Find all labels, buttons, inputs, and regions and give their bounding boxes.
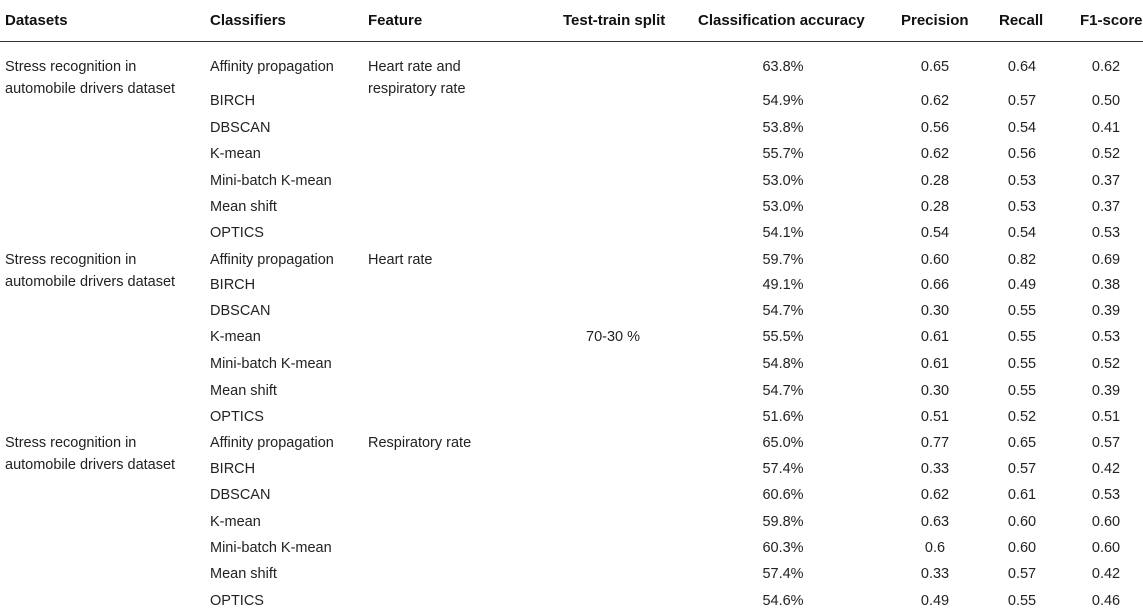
precision-cell: 0.49 xyxy=(920,593,950,609)
recall-cell: 0.55 xyxy=(1007,329,1037,345)
feature-line: Heart rate and xyxy=(368,59,461,75)
f1-cell: 0.69 xyxy=(1091,252,1121,268)
accuracy-cell: 63.8% xyxy=(762,59,804,75)
classifier-cell: Mean shift xyxy=(210,383,277,399)
recall-cell: 0.53 xyxy=(1007,173,1037,189)
recall-cell: 0.60 xyxy=(1007,514,1037,530)
header-feature: Feature xyxy=(368,12,423,29)
precision-cell: 0.62 xyxy=(920,146,950,162)
precision-cell: 0.28 xyxy=(920,199,950,215)
precision-cell: 0.30 xyxy=(920,303,950,319)
recall-cell: 0.65 xyxy=(1007,435,1037,451)
recall-cell: 0.55 xyxy=(1007,303,1037,319)
recall-cell: 0.82 xyxy=(1007,252,1037,268)
header-f1-score: F1-score xyxy=(1080,12,1143,29)
classifier-cell: OPTICS xyxy=(210,409,264,425)
precision-cell: 0.33 xyxy=(920,461,950,477)
f1-cell: 0.53 xyxy=(1091,225,1121,241)
precision-cell: 0.61 xyxy=(920,356,950,372)
precision-cell: 0.51 xyxy=(920,409,950,425)
precision-cell: 0.63 xyxy=(920,514,950,530)
precision-cell: 0.60 xyxy=(920,252,950,268)
dataset-line: Stress recognition in xyxy=(5,59,137,75)
classifier-cell: Mean shift xyxy=(210,199,277,215)
f1-cell: 0.51 xyxy=(1091,409,1121,425)
recall-cell: 0.55 xyxy=(1007,593,1037,609)
recall-cell: 0.61 xyxy=(1007,487,1037,503)
classifier-cell: BIRCH xyxy=(210,277,256,293)
f1-cell: 0.57 xyxy=(1091,435,1121,451)
dataset-line: automobile drivers dataset xyxy=(5,457,176,473)
table-header xyxy=(0,0,1143,42)
recall-cell: 0.52 xyxy=(1007,409,1037,425)
dataset-line: automobile drivers dataset xyxy=(5,81,176,97)
classifier-cell: K-mean xyxy=(210,329,261,345)
accuracy-cell: 51.6% xyxy=(762,409,804,425)
precision-cell: 0.6 xyxy=(924,540,946,556)
accuracy-cell: 65.0% xyxy=(762,435,804,451)
f1-cell: 0.60 xyxy=(1091,514,1121,530)
classifier-cell: Mini-batch K-mean xyxy=(210,540,332,556)
accuracy-cell: 53.8% xyxy=(762,120,804,136)
accuracy-cell: 49.1% xyxy=(762,277,804,293)
feature-line: Respiratory rate xyxy=(368,435,472,451)
f1-cell: 0.60 xyxy=(1091,540,1121,556)
split-value: 70-30 % xyxy=(586,329,641,345)
precision-cell: 0.65 xyxy=(920,59,950,75)
feature-cell xyxy=(368,249,432,271)
f1-cell: 0.38 xyxy=(1091,277,1121,293)
accuracy-cell: 59.7% xyxy=(762,252,804,268)
accuracy-cell: 54.7% xyxy=(762,303,804,319)
f1-cell: 0.37 xyxy=(1091,173,1121,189)
header-divider xyxy=(0,41,1143,42)
precision-cell: 0.28 xyxy=(920,173,950,189)
accuracy-cell: 54.1% xyxy=(762,225,804,241)
classifier-cell: Affinity propagation xyxy=(210,59,334,75)
classifier-cell: Mini-batch K-mean xyxy=(210,173,332,189)
feature-line: Heart rate xyxy=(368,252,433,268)
classifier-cell: Mini-batch K-mean xyxy=(210,356,332,372)
f1-cell: 0.37 xyxy=(1091,199,1121,215)
classifier-cell: Affinity propagation xyxy=(210,252,334,268)
accuracy-cell: 54.9% xyxy=(762,93,804,109)
accuracy-cell: 57.4% xyxy=(762,461,804,477)
recall-cell: 0.57 xyxy=(1007,93,1037,109)
classifier-cell: BIRCH xyxy=(210,461,256,477)
classifier-cell: K-mean xyxy=(210,146,261,162)
accuracy-cell: 55.5% xyxy=(762,329,804,345)
accuracy-cell: 53.0% xyxy=(762,199,804,215)
precision-cell: 0.62 xyxy=(920,93,950,109)
dataset-line: Stress recognition in xyxy=(5,435,137,451)
recall-cell: 0.49 xyxy=(1007,277,1037,293)
feature-cell xyxy=(368,432,471,454)
classifier-cell: OPTICS xyxy=(210,593,264,609)
accuracy-cell: 59.8% xyxy=(762,514,804,530)
accuracy-cell: 55.7% xyxy=(762,146,804,162)
accuracy-cell: 54.7% xyxy=(762,383,804,399)
precision-cell: 0.33 xyxy=(920,566,950,582)
classifier-cell: DBSCAN xyxy=(210,487,271,503)
accuracy-cell: 57.4% xyxy=(762,566,804,582)
classifier-cell: DBSCAN xyxy=(210,303,271,319)
dataset-cell xyxy=(5,56,175,100)
f1-cell: 0.53 xyxy=(1091,329,1121,345)
header-classification-accuracy: Classification accuracy xyxy=(698,12,865,29)
accuracy-cell: 53.0% xyxy=(762,173,804,189)
recall-cell: 0.64 xyxy=(1007,59,1037,75)
accuracy-cell: 60.6% xyxy=(762,487,804,503)
precision-cell: 0.54 xyxy=(920,225,950,241)
precision-cell: 0.30 xyxy=(920,383,950,399)
dataset-cell xyxy=(5,249,175,293)
f1-cell: 0.53 xyxy=(1091,487,1121,503)
f1-cell: 0.52 xyxy=(1091,356,1121,372)
header-datasets: Datasets xyxy=(5,12,68,29)
dataset-cell xyxy=(5,432,175,476)
recall-cell: 0.56 xyxy=(1007,146,1037,162)
header-classifiers: Classifiers xyxy=(210,12,286,29)
precision-cell: 0.61 xyxy=(920,329,950,345)
precision-cell: 0.56 xyxy=(920,120,950,136)
classifier-cell: Mean shift xyxy=(210,566,277,582)
precision-cell: 0.77 xyxy=(920,435,950,451)
accuracy-cell: 60.3% xyxy=(762,540,804,556)
dataset-line: Stress recognition in xyxy=(5,252,137,268)
header-recall: Recall xyxy=(999,12,1044,29)
feature-line: respiratory rate xyxy=(368,81,466,97)
recall-cell: 0.54 xyxy=(1007,120,1037,136)
dataset-line: automobile drivers dataset xyxy=(5,274,176,290)
recall-cell: 0.60 xyxy=(1007,540,1037,556)
classifier-cell: BIRCH xyxy=(210,93,256,109)
f1-cell: 0.39 xyxy=(1091,383,1121,399)
classifier-cell: OPTICS xyxy=(210,225,264,241)
classifier-cell: K-mean xyxy=(210,514,261,530)
classifier-cell: DBSCAN xyxy=(210,120,271,136)
f1-cell: 0.42 xyxy=(1091,566,1121,582)
recall-cell: 0.55 xyxy=(1007,383,1037,399)
header-test-train-split: Test-train split xyxy=(563,12,666,29)
f1-cell: 0.62 xyxy=(1091,59,1121,75)
f1-cell: 0.39 xyxy=(1091,303,1121,319)
f1-cell: 0.46 xyxy=(1091,593,1121,609)
recall-cell: 0.53 xyxy=(1007,199,1037,215)
f1-cell: 0.41 xyxy=(1091,120,1121,136)
recall-cell: 0.57 xyxy=(1007,566,1037,582)
accuracy-cell: 54.8% xyxy=(762,356,804,372)
recall-cell: 0.57 xyxy=(1007,461,1037,477)
f1-cell: 0.42 xyxy=(1091,461,1121,477)
recall-cell: 0.55 xyxy=(1007,356,1037,372)
header-precision: Precision xyxy=(901,12,969,29)
classifier-cell: Affinity propagation xyxy=(210,435,334,451)
precision-cell: 0.62 xyxy=(920,487,950,503)
precision-cell: 0.66 xyxy=(920,277,950,293)
feature-cell xyxy=(368,56,466,100)
accuracy-cell: 54.6% xyxy=(762,593,804,609)
recall-cell: 0.54 xyxy=(1007,225,1037,241)
f1-cell: 0.50 xyxy=(1091,93,1121,109)
f1-cell: 0.52 xyxy=(1091,146,1121,162)
